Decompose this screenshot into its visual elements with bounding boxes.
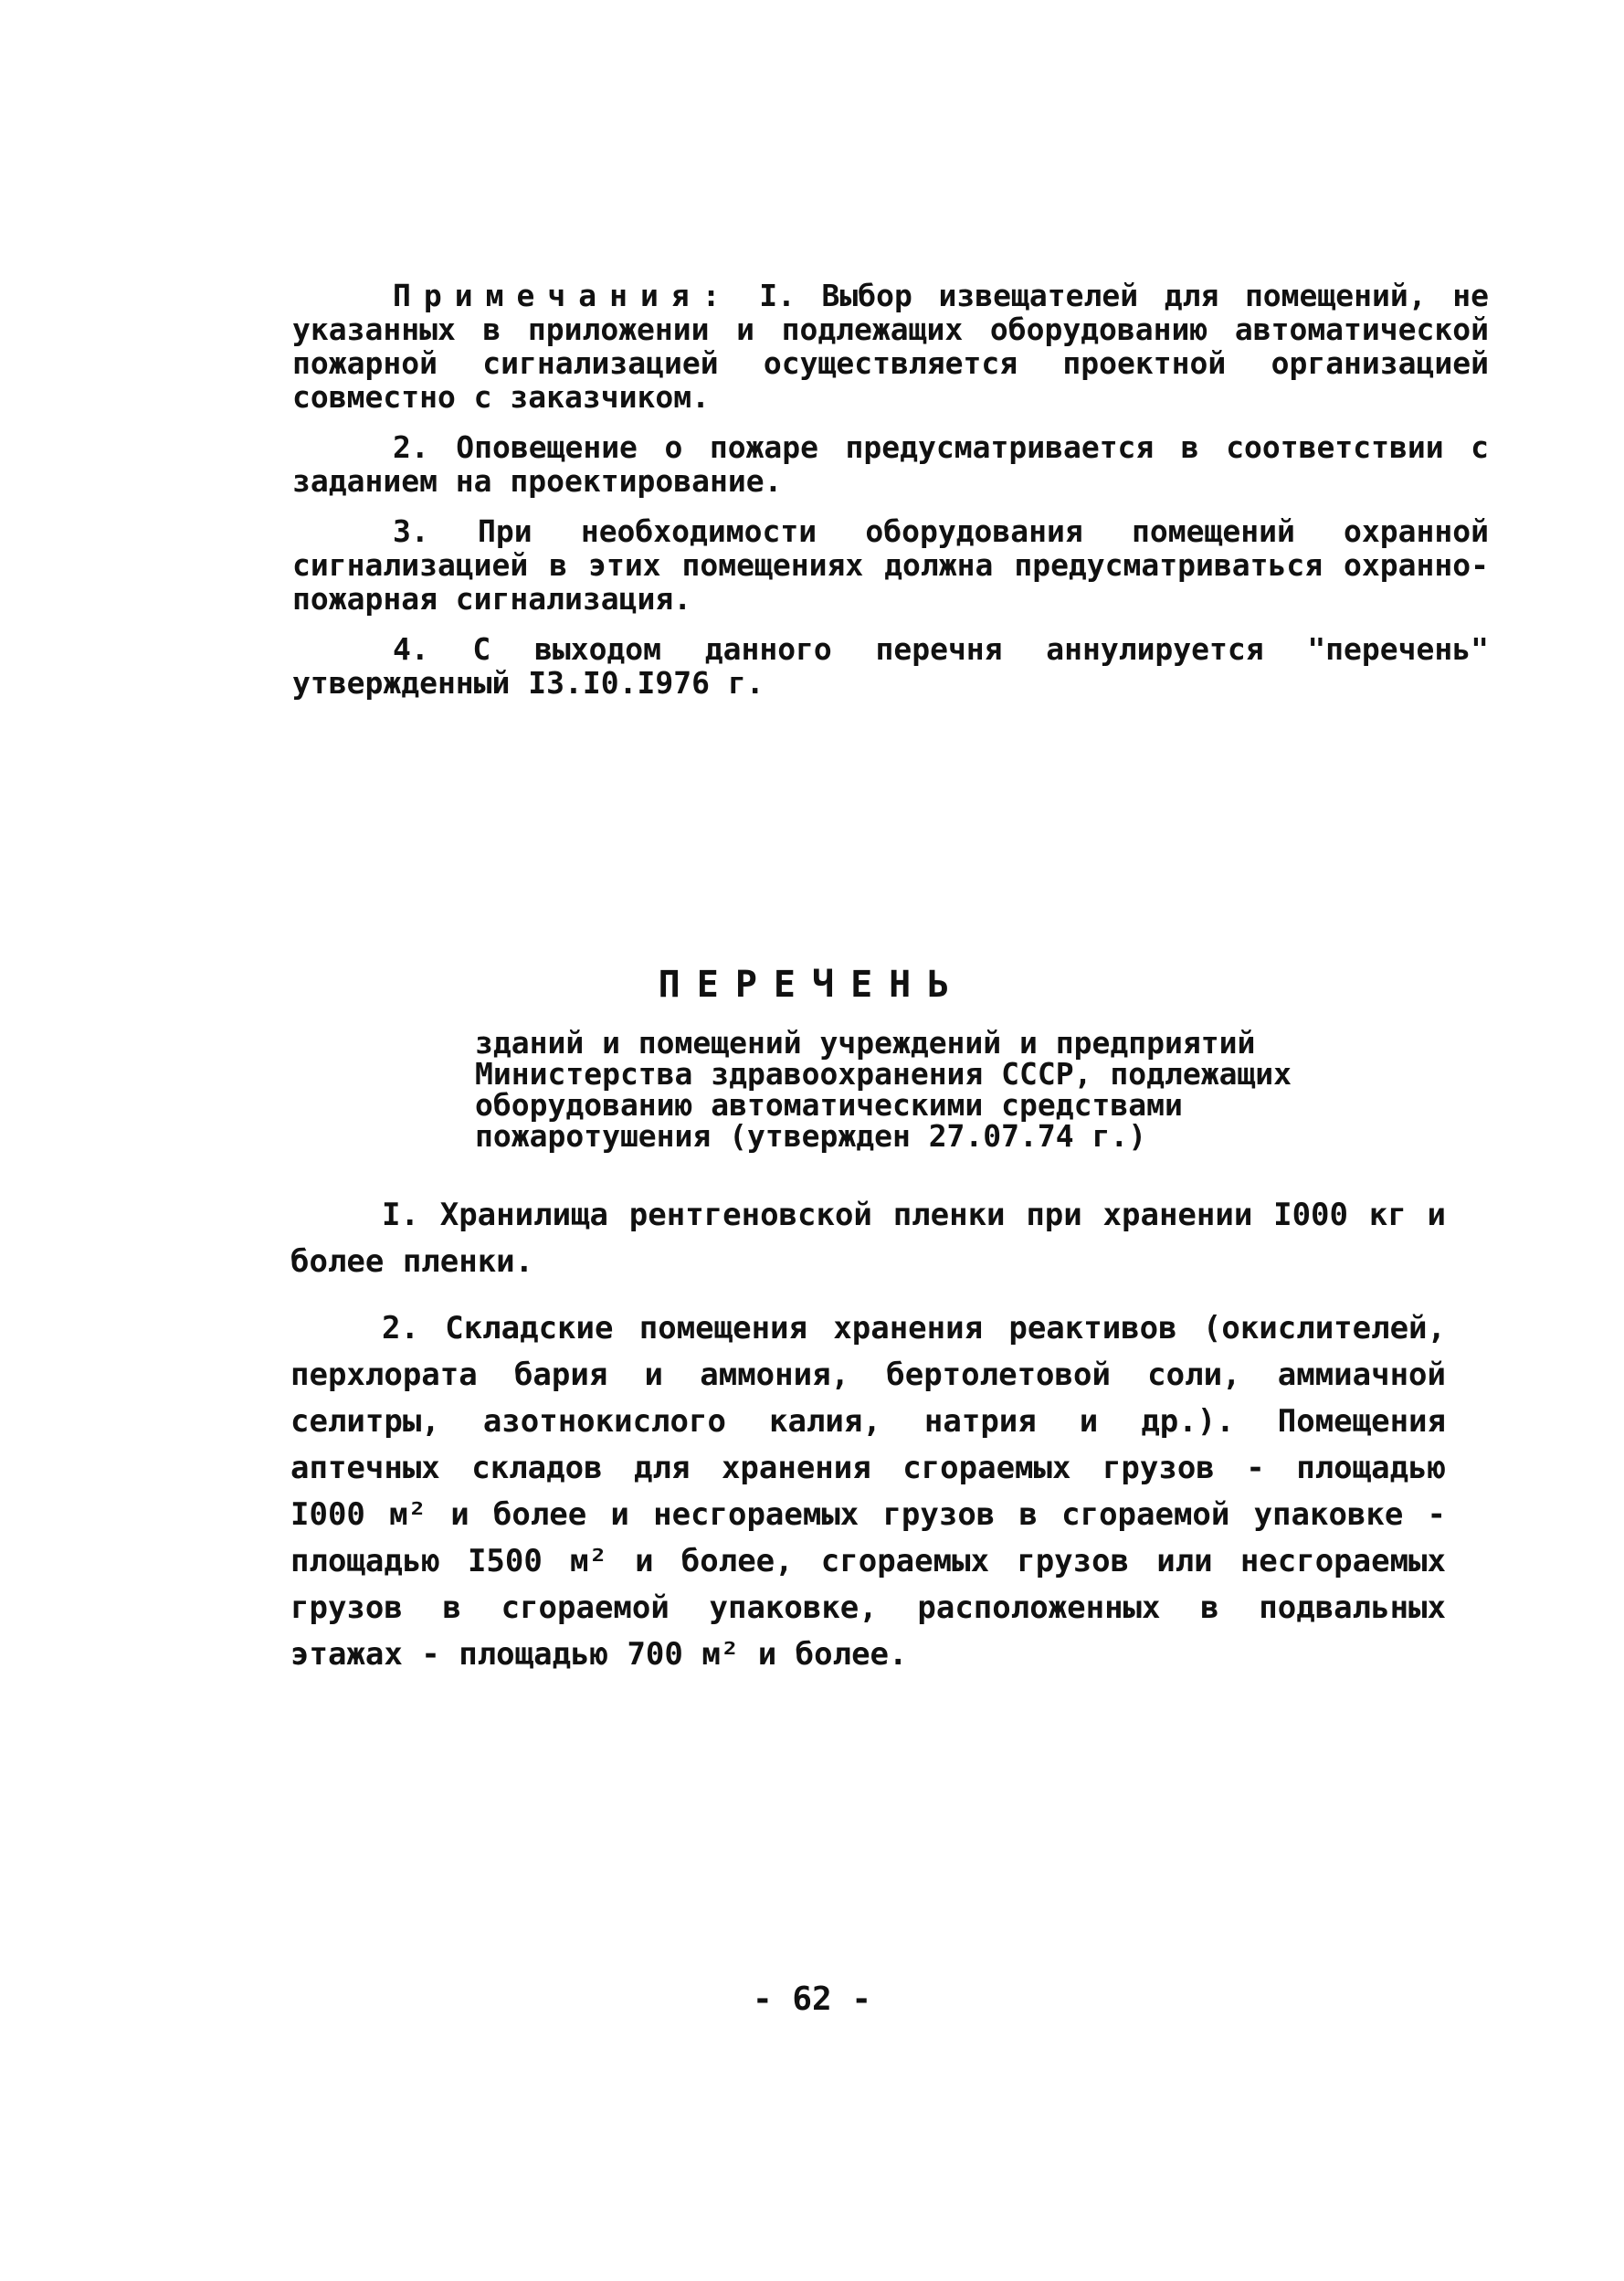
list-body (290, 1192, 1446, 1698)
note-item-1 (292, 279, 1489, 414)
note-item-3: 3. При необходимости оборудования помещений охранной сигнализацией в этих помещениях должна предусматриваться охранно-пожарная сигнализация. (292, 513, 1489, 617)
note-item-2: 2. Оповещение о пожаре предусматривается в соответствии с заданием на проектирование. (292, 429, 1489, 499)
list-subtitle-text: зданий и помещений учреждений и предприятий Министерства здравоохранения СССР, подлежащих оборудованию автоматическими средствами пожаротушения (утвержден 27.07.74 г.) (475, 1025, 1292, 1154)
list-heading: ПЕРЕЧЕНЬ (658, 964, 966, 1006)
notes-label: Примечания: (393, 278, 733, 313)
note-item-4: 4. С выходом данного перечня аннулируется "перечень" утвержденный I3.I0.I976 г. (292, 631, 1489, 701)
list-subtitle (475, 1025, 1352, 1154)
notes-section (292, 279, 1489, 716)
note-item-1-text: I. Выбор извещателей для помещений, не указанных в приложении и подлежащих оборудованию автоматической пожарной сигнализацией осуществляется проектной организацией совместно с заказчиком. (292, 278, 1489, 415)
list-item-1: I. Хранилища рентгеновской пленки при хранении I000 кг и более пленки. (290, 1197, 1446, 1280)
list-item-2: 2. Складские помещения хранения реактивов (окислителей, перхлората бария и аммония, бертолетовой соли, аммиачной селитры, азотнокислого калия, натрия и др.). Помещения аптечных складов для хранения сгораемых грузов - площадью I000 м² и более и несгораемых грузов в сгораемой упаковке - площадью I500 м² и более, сгораемых грузов или несгораемых грузов в сгораемой упаковке, расположенных в подвальных этажах - площадью 700 м² и более. (290, 1310, 1446, 1673)
page-number: - 62 - (752, 1980, 872, 2018)
